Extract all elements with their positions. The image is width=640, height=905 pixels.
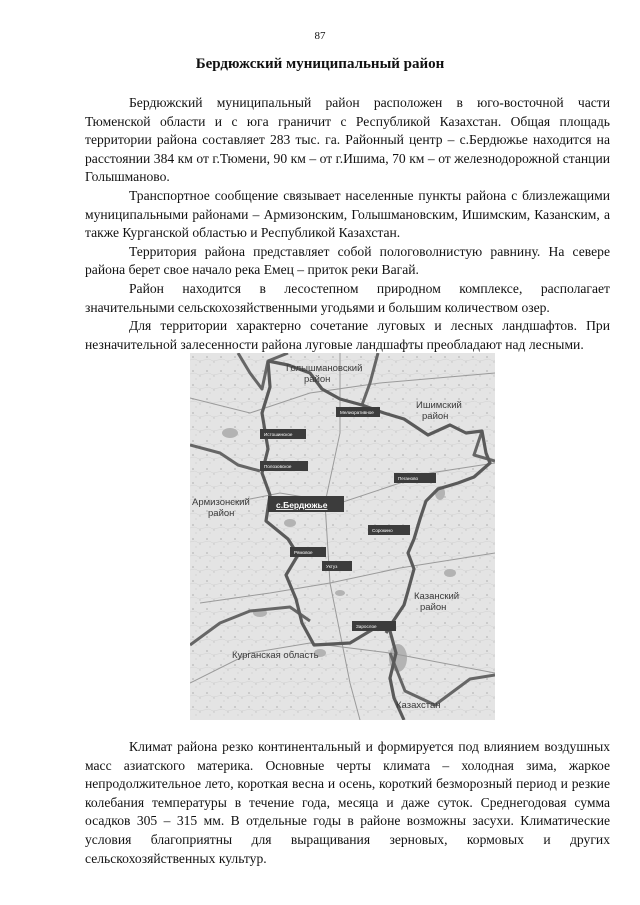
svg-text:Полозовское: Полозовское: [264, 464, 292, 469]
settlement-marker: [352, 621, 396, 631]
region-label: Курганская область: [232, 650, 319, 661]
paragraph: Климат района резко континентальный и формируется под влиянием воздушных масс азиатского материка. Основные черты климата – холодная зима, жаркое непродолжительное лето, короткая весна и осень, короткий безморозный период и резкие колебания температуры в течение года, месяца и даже суток. Среднегодовая сумма осадков 305 – 315 мм. В отдельные годы в районе возможны засухи. Климатические условия благоприятны для выращивания зерновых, кормовых и других сельскохозяйственных культур.: [85, 739, 610, 866]
settlement-marker: [260, 461, 308, 471]
svg-text:Сорокино: Сорокино: [372, 528, 393, 533]
paragraph: Для территории характерно сочетание луговых и лесных ландшафтов. При незначительной залесенности района луговые ландшафты преобладают над лесными.: [85, 318, 610, 352]
settlement-marker: [394, 473, 436, 483]
settlement-marker: [368, 525, 410, 535]
region-label: район: [420, 602, 447, 613]
settlement-marker: [336, 407, 380, 417]
paragraph: Территория района представляет собой пологоволнистую равнину. На севере района берет свое начало река Емец – приток реки Вагай.: [85, 243, 610, 278]
paragraph: Транспортное сообщение связывает населенные пункты района с близлежащими муниципальными районами – Армизонским, Голышмановским, Ишимским, Казанским, а также Курганской областью и Республикой Казахстан.: [85, 187, 610, 241]
page-number: 87: [314, 30, 326, 42]
center-marker: [268, 496, 344, 512]
svg-text:Рямовое: Рямовое: [294, 550, 313, 555]
paragraph: Бердюжский муниципальный район расположен в юго-восточной части Тюменской области и с юга граничит с Республикой Казахстан. Общая площадь территории района составляет 283 тыс. га. Районный центр – с.Бердюжье находится на расстоянии 384 км от г.Тюмени, 90 км – от г.Ишима, 70 км – от железнодорожной станции Голышманово.: [85, 95, 610, 185]
settlement-marker: [260, 429, 306, 439]
paragraph: Район находится в лесостепном природном комплексе, располагает значительными сельскохозяйственными угодьями и большим количеством озер.: [85, 280, 610, 315]
region-label: район: [208, 508, 235, 519]
region-label: Армизонский: [192, 497, 250, 508]
settlement-marker: [290, 547, 326, 557]
svg-text:Истошинское: Истошинское: [264, 432, 293, 437]
climate-text: [85, 738, 610, 868]
page-title: Бердюжский муниципальный район: [195, 56, 445, 72]
region-label: Голышмановский: [286, 363, 363, 374]
svg-text:Уктуз: Уктуз: [326, 564, 338, 569]
region-label: район: [422, 411, 449, 422]
region-label: район: [304, 374, 331, 385]
svg-text:с.Бердюжье: с.Бердюжье: [276, 500, 328, 510]
svg-text:Мелиоративное: Мелиоративное: [340, 410, 374, 415]
settlement-marker: [322, 561, 352, 571]
district-map: [190, 353, 495, 720]
svg-text:Пеганово: Пеганово: [398, 476, 419, 481]
svg-text:Зарослое: Зарослое: [356, 624, 377, 629]
intro-text: [85, 94, 610, 354]
region-label: Казахстан: [396, 700, 441, 711]
region-label: Ишимский: [416, 400, 462, 411]
region-label: Казанский: [414, 591, 460, 602]
